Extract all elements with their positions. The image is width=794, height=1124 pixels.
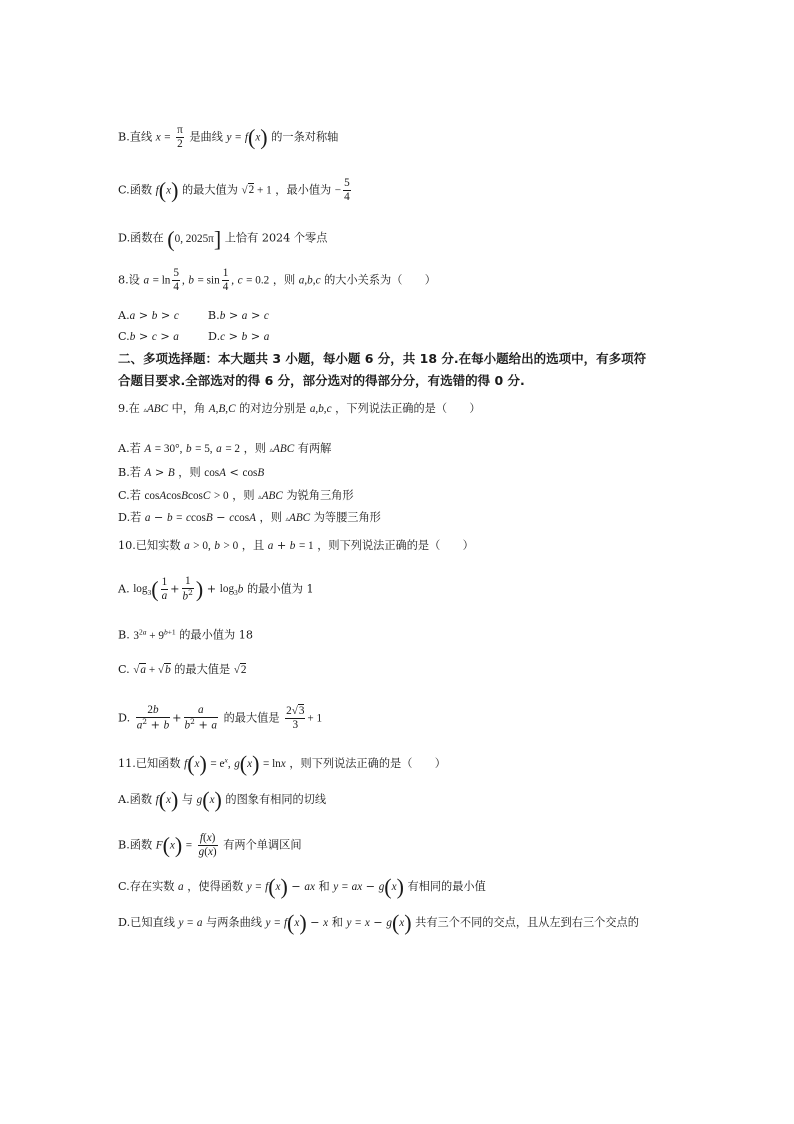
q8-options-cd: C.b > c > a D.c > b > a [118,330,270,343]
q8-options-ab: A.a > b > c B.b > a > c [118,309,269,322]
q9-option-b: B.若 A > B ，则 cosA < cosB [118,466,265,479]
q7-option-d: D.函数在 (0, 2025π] 上恰有 2024 个零点 [118,226,328,251]
q11-option-d: D.已知直线 y = a 与两条曲线 y = f(x) − x 和 y = x − g(x) 共有三个不同的交点，且从左到右三个交点的 [118,910,639,935]
q11-option-a: A.函数 f(x) 与 g(x) 的图象有相同的切线 [118,787,327,812]
q7-option-c: C.函数 f(x) 的最大值为 √2 + 1 ，最小值为 − $\frac{5}{4}$ [118,177,350,203]
section-2-heading-line2: 合题目要求.全部选对的得 6 分，部分选对的得部分分，有选错的得 0 分. [118,373,525,388]
q10-option-b: B. $3^{2a} + 9^{b+1}$ 的最小值为 18 [118,627,253,642]
q8-stem: 8.设 a = ln $\frac{5}{4}$ , b = sin $\frac{1}{4}$ , c = 0.2 ，则 a,b,c 的大小关系为（ ） [118,267,436,293]
q10-option-d: D. $\frac{2b}{a^2 + b}$ + $\frac{a}{b^2 + a}$ 的最大值是 $\frac{2√3}{3}$ + 1 [118,704,323,732]
q11-option-b: B.函数 F(x) = $\frac{f(x)}{g(x)}$ 有两个单调区间 [118,832,302,858]
q9-option-c: C.若 cosAcosBcosC > 0 ，则 ▵ABC 为锐角三角形 [118,489,354,502]
q9-option-d: D.若 a − b = ccosB − ccosA ，则 ▵ABC 为等腰三角形 [118,511,381,524]
q9-stem: 9.在 ▵ABC 中，角 A,B,C 的对边分别是 a,b,c ，下列说法正确的是（ ） [118,402,481,415]
section-2-heading-line1: 二、多项选择题：本大题共 3 小题，每小题 6 分，共 18 分.在每小题给出的选项中，有多项符 [118,351,647,366]
q7-option-b: B.直线 x = $\frac{\pi}{2}$ 是曲线 y = f(x) 的一条对称轴 [118,124,339,150]
q10-option-c: C. √a + √b 的最大值是 √2 [118,663,247,676]
q11-option-c: C.存在实数 a ，使得函数 y = f(x) − ax 和 y = ax − g(x) 有相同的最小值 [118,874,486,899]
q10-option-a: A. $\log_3$( $\frac{1}{a}$ + $\frac{1}{b^2}$ ) + $\log_3b$ 的最小值为 1 [118,575,314,603]
q9-option-a: A.若 A = 30°, b = 5, a = 2 ，则 ▵ABC 有两解 [118,442,332,455]
q11-stem: 11.已知函数 $f(x) = e^x$, g(x) = lnx ，则下列说法正确的是（ ） [118,751,446,776]
pi-over-2: $\frac{\pi}{2}$ [177,124,183,150]
five-fourths: $\frac{5}{4}$ [344,177,350,203]
q10-stem: 10.已知实数 a > 0, b > 0 ，且 a + b = 1 ，则下列说法正确的是（ ） [118,539,474,552]
